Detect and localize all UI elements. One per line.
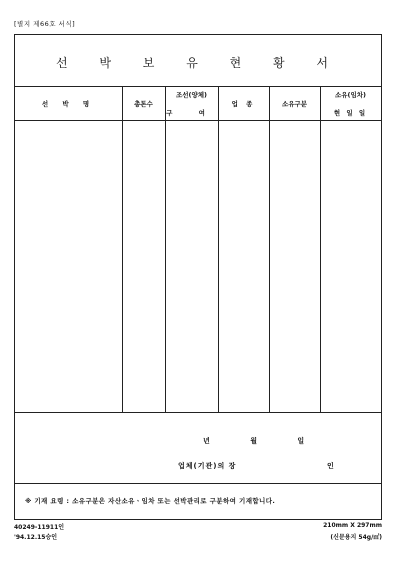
form-title: 선 박 보 유 현 황 서 [55, 56, 343, 70]
footer-code: 40249-11911인 [14, 524, 65, 531]
col-owned-chartered: 소유(임차) [334, 91, 367, 99]
col-ownership-type: 소유구분 [281, 100, 308, 108]
col-build-label: 조선(양체) [175, 91, 208, 99]
column-divider [320, 86, 321, 412]
table-bottom-rule [15, 412, 381, 413]
signature-line: 업체(기관)의 장 [178, 462, 237, 470]
col-vessel-name: 선 박 명 [41, 100, 96, 108]
form-frame [14, 34, 382, 520]
header-bottom-rule [15, 120, 381, 121]
date-line: 년 월 일 [203, 437, 305, 445]
signature-bottom-rule [15, 483, 381, 484]
form-reference: [별지 제66호 서식] [14, 20, 76, 28]
column-divider [165, 86, 166, 412]
footer-approved: '94.12.15승인 [14, 534, 58, 541]
column-divider [122, 86, 123, 412]
col-current-date: 현 일 일 [333, 109, 368, 117]
col-business: 업 종 [231, 100, 256, 108]
col-gross-tonnage: 총톤수 [134, 100, 153, 108]
header-top-rule [15, 86, 381, 87]
col-build-sub: 구 여 [166, 109, 217, 117]
footer-paper: (신문용지 54g/㎡) [330, 534, 382, 541]
seal-mark: 인 [327, 462, 334, 470]
footer-size: 210mm X 297mm [323, 522, 382, 529]
column-divider [218, 86, 219, 412]
column-divider [269, 86, 270, 412]
instruction-note: ※ 기재 요령 : 소유구분은 자산소유ㆍ임차 또는 선박관리로 구분하여 기재합니다. [25, 497, 276, 505]
